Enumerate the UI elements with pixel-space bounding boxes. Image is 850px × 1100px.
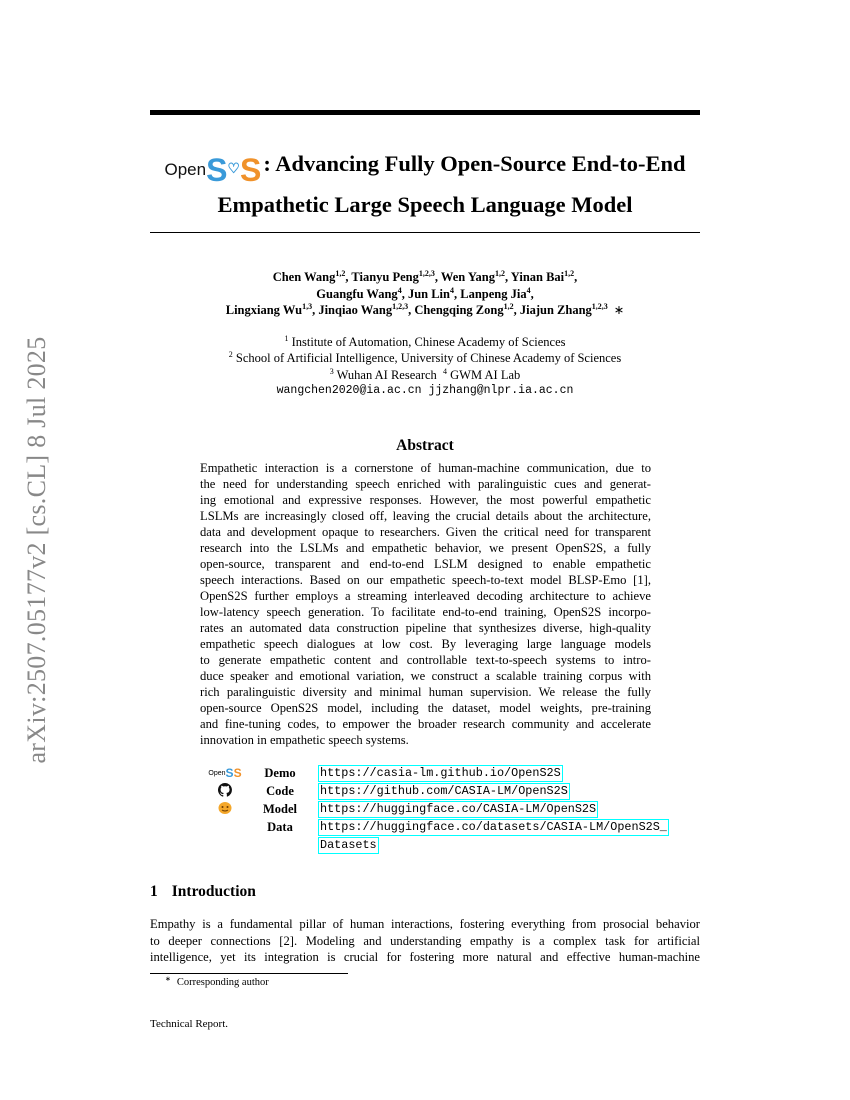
footnote-rule xyxy=(150,973,348,974)
link-label: Code xyxy=(266,784,294,798)
abstract-line: low-latency speech generation. To facilitate end-to-end training, OpenS2S incorpo- xyxy=(200,605,651,619)
abstract-line: to generate empathetic content and controllable text-to-speech systems to intro- xyxy=(200,653,651,667)
abstract-line: the need for understanding speech enriched with paralinguistic cues and generat- xyxy=(200,477,651,491)
abstract-line: and fine-tuning codes, to empower the broader research community and accelerate xyxy=(200,717,651,731)
abstract-line: rates an automated data construction pipeline that synthesizes diverse, high-quality xyxy=(200,621,651,635)
github-icon xyxy=(205,783,245,797)
emails: wangchen2020@ia.ac.cn jjzhang@nlpr.ia.ac.cn xyxy=(276,384,574,398)
title-line-2: Empathetic Large Speech Language Model xyxy=(217,192,633,217)
author-name: Lanpeng Jia xyxy=(460,286,527,301)
paper-title xyxy=(150,146,700,222)
link-url-text[interactable]: https://casia-lm.github.io/OpenS2S xyxy=(320,766,561,780)
link-url-text[interactable]: Datasets xyxy=(320,837,377,852)
author-affil-sup: 1,2 xyxy=(564,269,575,278)
author-name: Lingxiang Wu xyxy=(225,303,303,318)
footnote-mark: ∗ xyxy=(165,975,171,983)
corresponding-mark: ∗ xyxy=(613,303,625,318)
link-url[interactable] xyxy=(318,783,570,801)
section-title: Introduction xyxy=(171,883,256,900)
abstract-heading: Abstract xyxy=(396,437,454,454)
introduction-body xyxy=(150,916,700,966)
author-name: Chen Wang xyxy=(272,270,336,284)
affil-sup: 4 xyxy=(443,366,448,376)
abstract-line: innovation in empathetic speech systems. xyxy=(200,733,409,747)
intro-line: to deeper connections [2]. Modeling and understanding empathy is a complex task for artificial xyxy=(150,933,700,948)
abstract-body xyxy=(200,460,651,748)
author-list xyxy=(150,269,700,319)
top-rule xyxy=(150,110,700,115)
footnote xyxy=(165,975,269,988)
huggingface-icon xyxy=(205,801,245,815)
resource-links-table xyxy=(205,765,669,854)
abstract-line: Empathetic interaction is a cornerstone of human-machine communication, due to xyxy=(200,461,651,475)
author-name: Jun Lin xyxy=(407,286,450,301)
author-name: Tianyu Peng xyxy=(351,270,419,284)
abstract-line: speech interactions. Based on our empathetic speech-to-text model BLSP-Emo [1], xyxy=(200,573,651,587)
link-url-line xyxy=(318,801,598,819)
affiliation-3: Wuhan AI Research xyxy=(336,367,437,382)
author-affil-sup: 4 xyxy=(526,285,531,295)
affil-sup: 2 xyxy=(228,350,233,360)
abstract-line: OpenS2S further employs a streaming interleaved decoding architecture to achieve xyxy=(200,589,651,603)
link-url[interactable] xyxy=(318,765,563,783)
abstract-line: empathetic speech dialogues at low cost. By leveraging large language models xyxy=(200,637,651,651)
section-number: 1 xyxy=(150,883,158,900)
link-label: Model xyxy=(262,802,298,816)
section-heading xyxy=(150,883,256,901)
abstract-line: duce speaker and emotional variation, we construct a scalable training corpus with xyxy=(200,669,651,683)
author-affil-sup: 1,2 xyxy=(503,302,514,312)
link-url-line xyxy=(318,837,669,855)
affiliation-4: GWM AI Lab xyxy=(450,367,521,382)
author-name: Jiajun Zhang xyxy=(519,303,592,318)
link-url[interactable] xyxy=(318,801,598,819)
footer-note: Technical Report. xyxy=(150,1018,229,1030)
link-url[interactable] xyxy=(318,819,669,854)
author-affil-sup: 1,2 xyxy=(335,269,346,278)
affiliation-2: School of Artificial Intelligence, University of Chinese Academy of Sciences xyxy=(235,351,622,366)
author-affil-sup: 1,3 xyxy=(302,302,313,312)
title-line-1: : Advancing Fully Open-Source End-to-End xyxy=(263,151,686,176)
abstract-line: rich paralinguistic diversity and minimal human supervision. We release the fully xyxy=(200,685,651,699)
abstract-line: research into the LSLMs and empathetic behavior, we present OpenS2S, a fully xyxy=(200,541,651,555)
intro-line: intelligence, yet its integration is crucial for fostering more natural and effective human-machine xyxy=(150,950,700,965)
abstract-line: open-source OpenS2S model, including the dataset, model weights, pre-training xyxy=(200,701,651,715)
link-row xyxy=(205,765,669,783)
author-affil-sup: 4 xyxy=(397,285,402,295)
author-line: Guangfu Wang$^4$, Jun Lin$^4$, Lanpeng Jia$^4$, xyxy=(316,285,534,301)
author-name: Guangfu Wang xyxy=(316,286,398,301)
link-row xyxy=(205,783,669,801)
opens2s-logo: Open S ♡ S xyxy=(164,151,262,188)
author-affil-sup: 1,2,3 xyxy=(591,302,608,312)
link-url-text[interactable]: https://github.com/CASIA-LM/OpenS2S xyxy=(320,784,568,798)
author-affil-sup: 1,2,3 xyxy=(392,302,409,312)
affiliation-1: Institute of Automation, Chinese Academy of Sciences xyxy=(291,335,566,349)
link-url-text[interactable]: https://huggingface.co/datasets/CASIA-LM/OpenS2S_ xyxy=(320,820,667,834)
abstract-line: ing emotional and expressive responses. However, the most powerful empathetic xyxy=(200,493,651,507)
link-url-line xyxy=(318,765,563,783)
abstract-line: data and development opaque to researchers. Given the critical need for transparent xyxy=(200,525,651,539)
arxiv-identifier: arXiv:2507.05177v2 [cs.CL] 8 Jul 2025 xyxy=(22,336,51,764)
opens2s-logo-icon: Open S S xyxy=(208,766,242,780)
affiliations xyxy=(150,334,700,400)
intro-line: Empathy is a fundamental pillar of human interactions, fostering everything from prosocial behavior xyxy=(150,917,700,931)
link-url-line xyxy=(318,819,669,837)
link-row xyxy=(205,819,669,854)
author-line: Chen Wang$^{1,2}$, Tianyu Peng$^{1,2,3}$, Wen Yang$^{1,2}$, Yinan Bai$^{1,2}$, xyxy=(272,269,578,284)
affil-sup: 3 xyxy=(329,366,334,376)
link-label: Demo xyxy=(264,766,296,780)
link-row xyxy=(205,801,669,819)
link-url-text[interactable]: https://huggingface.co/CASIA-LM/OpenS2S xyxy=(320,802,597,816)
author-name: Chengqing Zong xyxy=(414,303,504,318)
author-affil-sup: 4 xyxy=(449,285,454,295)
link-url-line xyxy=(318,783,570,801)
author-affil-sup: 1,2 xyxy=(494,269,505,278)
affil-sup: 1 xyxy=(284,334,289,343)
author-line: Lingxiang Wu$^{1,3}$, Jinqiao Wang$^{1,2,3}$, Chengqing Zong$^{1,2}$, Jiajun Zhang$^{1,2,3}$ ∗ xyxy=(225,302,625,318)
author-name: Jinqiao Wang xyxy=(318,303,393,318)
link-label: Data xyxy=(267,820,293,834)
abstract-line: open-source, transparent and end-to-end LSLM designed to enable empathetic xyxy=(200,557,651,571)
footnote-text: Corresponding author xyxy=(176,977,269,988)
author-affil-sup: 1,2,3 xyxy=(418,269,435,278)
author-name: Wen Yang xyxy=(440,270,495,284)
author-name: Yinan Bai xyxy=(510,270,565,284)
abstract-line: LSLMs are increasingly closed off, leaving the crucial details about the architecture, xyxy=(200,509,651,523)
title-rule xyxy=(150,232,700,233)
heart-icon: ♡ xyxy=(227,162,240,177)
